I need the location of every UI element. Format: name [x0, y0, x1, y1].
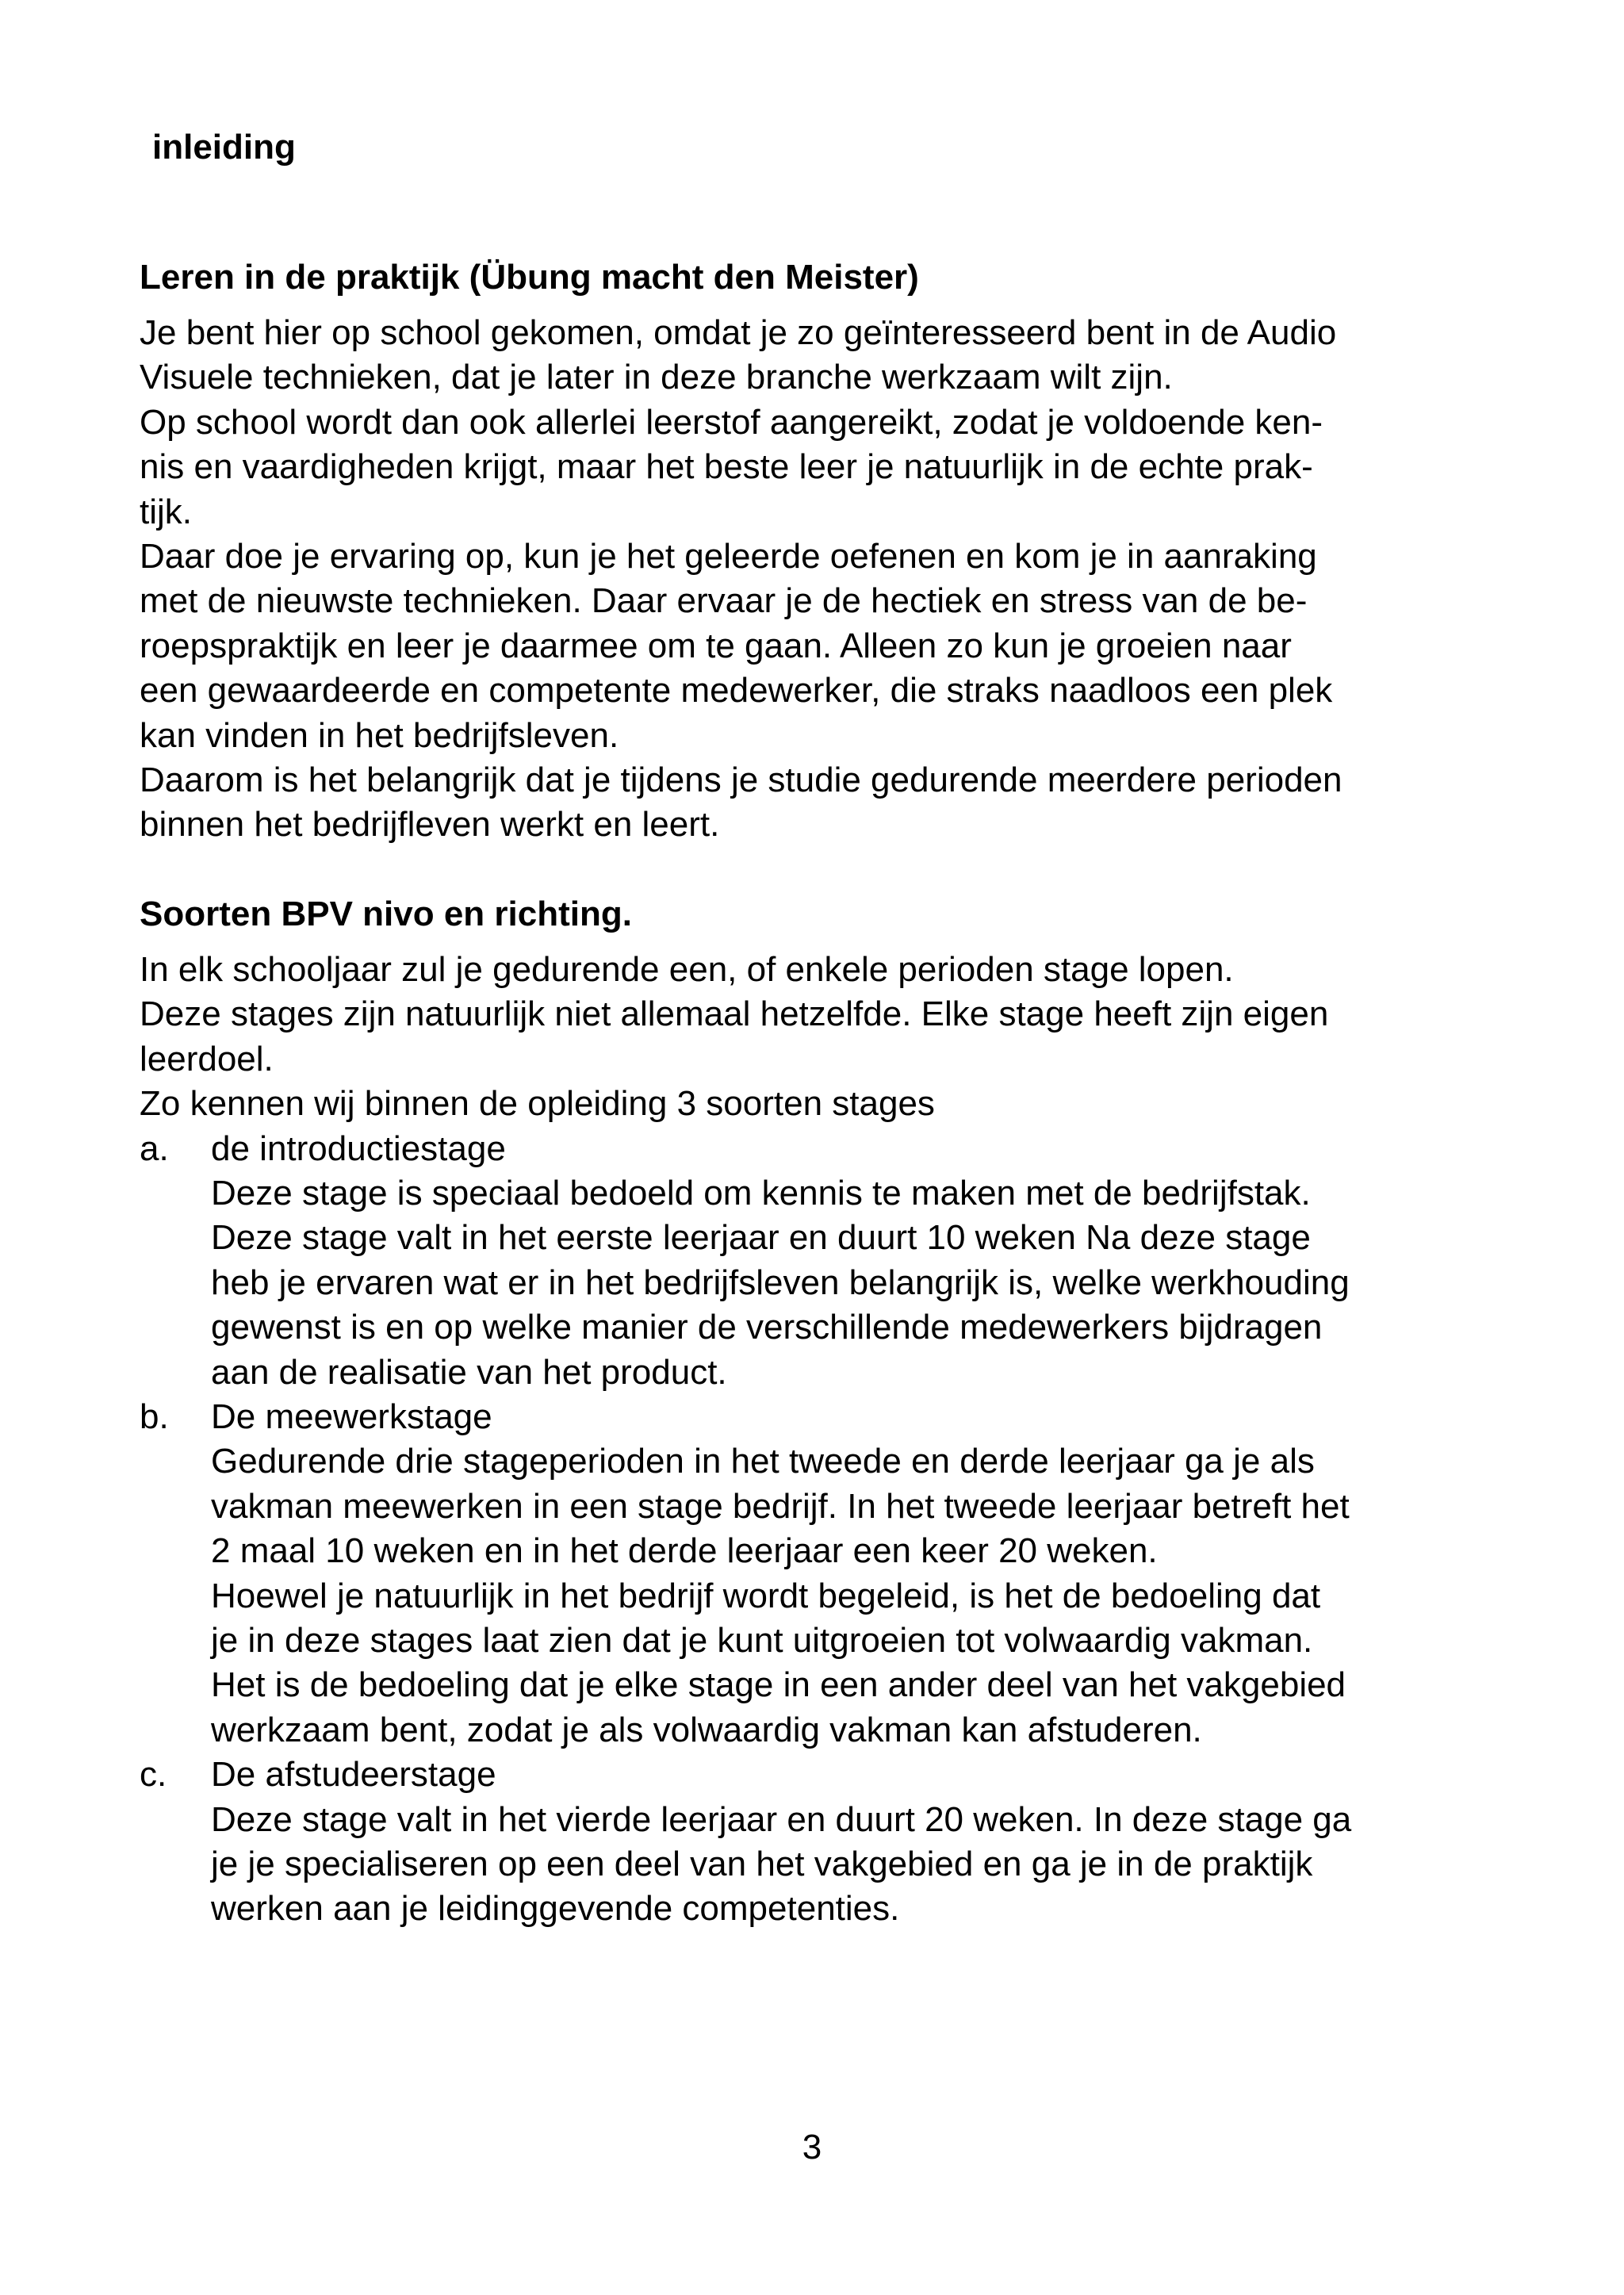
text-line: je in deze stages laat zien dat je kunt uitgroeien tot volwaardig vakman. — [211, 1620, 1313, 1660]
text-line: je je specialiseren op een deel van het vakgebied en ga je in de praktijk — [211, 1845, 1313, 1883]
text-line: Deze stage valt in het vierde leerjaar en duurt 20 weken. In deze stage ga — [211, 1799, 1352, 1839]
text-line: Het is de bedoeling dat je elke stage in een ander deel van het vakgebied — [211, 1665, 1346, 1705]
paragraph-4 — [140, 758, 1488, 848]
text-line: Je bent hier op school gekomen, omdat je zo geïnteresseerd bent in de Audio — [140, 313, 1337, 352]
text-line: heb je ervaren wat er in het bedrijfsleven belangrijk is, welke werkhouding — [211, 1262, 1350, 1302]
text-line: Daar doe je ervaring op, kun je het geleerde oefenen en kom je in aanraking — [140, 537, 1317, 577]
text-line: nis en vaardigheden krijgt, maar het beste leer je natuurlijk in de echte prak- — [140, 447, 1313, 487]
section-gap — [140, 848, 1488, 892]
text-line: roepspraktijk en leer je daarmee om te gaan. Alleen zo kun je groeien naar — [140, 626, 1292, 665]
text-line: met de nieuwste technieken. Daar ervaar je de hectiek en stress van de be- — [140, 581, 1308, 621]
list-marker: a. — [140, 1128, 169, 1168]
text-line: Visuele technieken, dat je later in deze branche werkzaam wilt zijn. — [140, 358, 1173, 397]
list-marker: b. — [140, 1397, 169, 1436]
paragraph-1 — [140, 311, 1488, 400]
text-line: Hoewel je natuurlijk in het bedrijf wordt begeleid, is het de bedoeling dat — [211, 1576, 1321, 1615]
list-marker: c. — [140, 1755, 167, 1795]
text-line: Zo kennen wij binnen de opleiding 3 soorten stages — [140, 1084, 935, 1124]
text-line: gewenst is en op welke manier de verschillende medewerkers bijdragen — [211, 1308, 1323, 1347]
paragraph-2 — [140, 400, 1488, 534]
list-item-title: De afstudeerstage — [211, 1755, 496, 1795]
list-item-meewerkstage — [140, 1395, 1488, 1753]
list-item-title: De meewerkstage — [211, 1397, 492, 1436]
text-line: Op school wordt dan ook allerlei leerstof aangereikt, zodat je voldoende ken- — [140, 402, 1323, 442]
text-line: Deze stage is speciaal bedoeld om kennis te maken met de bedrijfstak. — [211, 1173, 1311, 1213]
text-line: 2 maal 10 weken en in het derde leerjaar een keer 20 weken. — [211, 1531, 1158, 1571]
text-line: een gewaardeerde en competente medewerker, die straks naadloos een plek — [140, 671, 1333, 711]
text-line: tijk. — [140, 492, 192, 531]
list-item-afstudeerstage — [140, 1753, 1488, 1932]
list-item-title: de introductiestage — [211, 1128, 506, 1168]
list-item-introductiestage — [140, 1127, 1488, 1395]
text-line: vakman meewerken in een stage bedrijf. In het tweede leerjaar betreft het — [211, 1486, 1350, 1526]
text-line: Deze stages zijn natuurlijk niet allemaal hetzelfde. Elke stage heeft zijn eigen — [140, 994, 1329, 1034]
text-line: aan de realisatie van het product. — [211, 1352, 727, 1392]
text-line: kan vinden in het bedrijfsleven. — [140, 715, 619, 755]
section-heading-leren-in-de-praktijk: Leren in de praktijk (Übung macht den Meister) — [140, 258, 919, 297]
section2-intro — [140, 948, 1488, 1127]
text-line: leerdoel. — [140, 1039, 274, 1079]
text-line: werkzaam bent, zodat je als volwaardig vakman kan afstuderen. — [211, 1710, 1202, 1749]
text-line: Deze stage valt in het eerste leerjaar en duurt 10 weken Na deze stage — [211, 1218, 1311, 1258]
chapter-title: inleiding — [152, 128, 296, 167]
stage-types-list — [140, 1127, 1488, 1932]
paragraph-3 — [140, 534, 1488, 758]
text-line: In elk schooljaar zul je gedurende een, of enkele perioden stage lopen. — [140, 949, 1234, 989]
text-line: Gedurende drie stageperioden in het tweede en derde leerjaar ga je als — [211, 1442, 1315, 1481]
text-line: Daarom is het belangrijk dat je tijdens je studie gedurende meerdere perioden — [140, 761, 1342, 800]
page-number: 3 — [802, 2128, 822, 2167]
text-line: werken aan je leidinggevende competenties. — [211, 1889, 900, 1929]
content — [140, 255, 1488, 1932]
text-line: binnen het bedrijfleven werkt en leert. — [140, 805, 720, 845]
section-heading-soorten-bpv: Soorten BPV nivo en richting. — [140, 894, 632, 933]
